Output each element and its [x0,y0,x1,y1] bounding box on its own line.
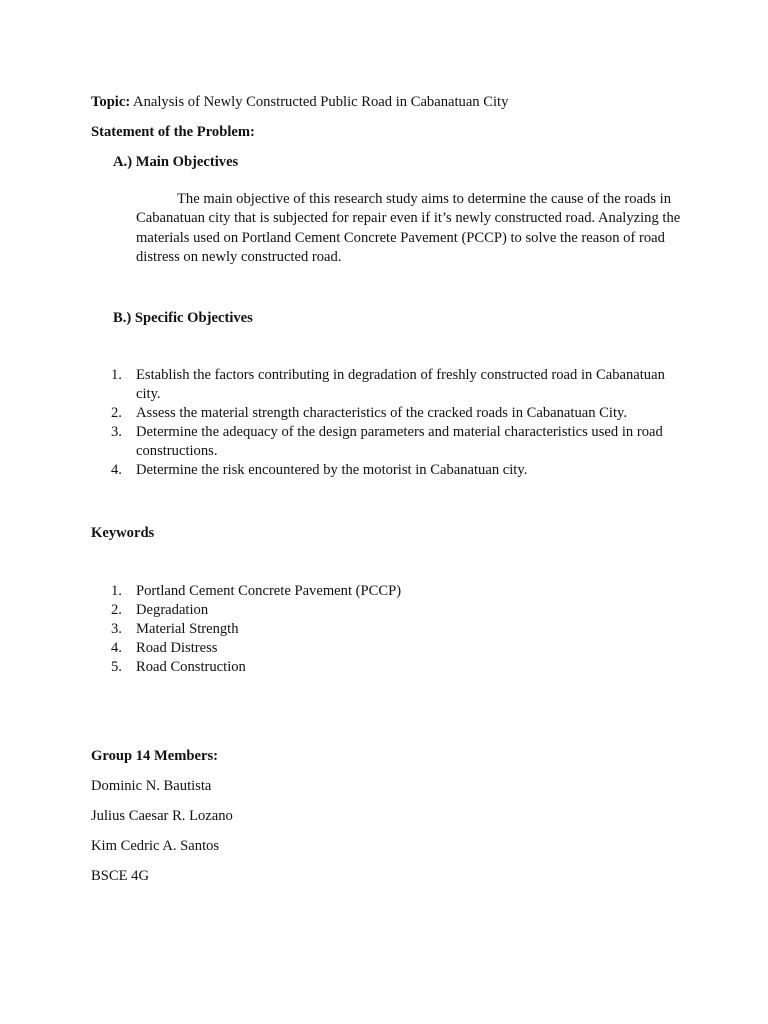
keywords-heading [91,524,154,542]
list-item-number: 2. [111,405,122,421]
list-item [91,601,691,620]
keywords-heading-text: Keywords [91,525,155,541]
list-item [91,658,691,677]
group-heading-text: Group 14 Members: [91,748,219,764]
list-item-number: 1. [111,367,122,383]
specific-objectives-heading [113,309,253,327]
list-item [91,366,691,404]
list-item-text: Portland Cement Concrete Pavement (PCCP) [136,583,402,599]
list-item [91,423,736,461]
list-item-text: Road Distress [136,640,218,656]
list-item-number: 3. [111,621,122,637]
main-objectives-heading [113,153,238,171]
list-item-text: Road Construction [136,659,246,675]
main-objectives-paragraph: The main objective of this research study aims to determine the cause of the roads in Cabanatuan city that is subjected for repair even if it’s newly constructed road. Analyzing the materials used on Portland Cement Concrete Pavement (PCCP) to solve the reason of road distress on newly constructed road. [136,191,681,265]
group-heading [91,747,218,765]
list-item-number: 1. [111,583,122,599]
list-item [91,582,691,601]
statement-heading-text: Statement of the Problem: [91,124,255,140]
list-item [91,620,691,639]
list-item-text: Establish the factors contributing in degradation of freshly constructed road in Cabanatuan city. [136,367,665,402]
list-item-number: 2. [111,602,122,618]
list-item-text: Determine the adequacy of the design parameters and material characteristics used in road constructions. [136,424,663,459]
topic-line [91,93,508,111]
list-item-text: Material Strength [136,621,239,637]
specific-objectives-heading-text: B.) Specific Objectives [113,310,253,326]
keywords-list [91,582,691,677]
list-item-number: 4. [111,462,122,478]
list-item-text: Assess the material strength characteristics of the cracked roads in Cabanatuan City. [136,405,628,421]
specific-objectives-list [91,366,691,480]
list-item-number: 3. [111,424,122,440]
topic-text: Analysis of Newly Constructed Public Road in Cabanatuan City [130,94,509,110]
list-item [91,461,736,480]
member-name: Julius Caesar R. Lozano [91,808,233,824]
list-item-text: Degradation [136,602,209,618]
member-name: Kim Cedric A. Santos [91,838,220,854]
list-item [91,639,691,658]
main-objectives-heading-text: A.) Main Objectives [113,154,239,170]
list-item-number: 5. [111,659,122,675]
topic-label: Topic: [91,94,131,110]
list-item-number: 4. [111,640,122,656]
list-item [91,404,736,423]
list-item-text: Determine the risk encountered by the motorist in Cabanatuan city. [136,462,528,478]
statement-heading [91,123,255,141]
member-name: Dominic N. Bautista [91,778,212,794]
section-label: BSCE 4G [91,868,149,884]
